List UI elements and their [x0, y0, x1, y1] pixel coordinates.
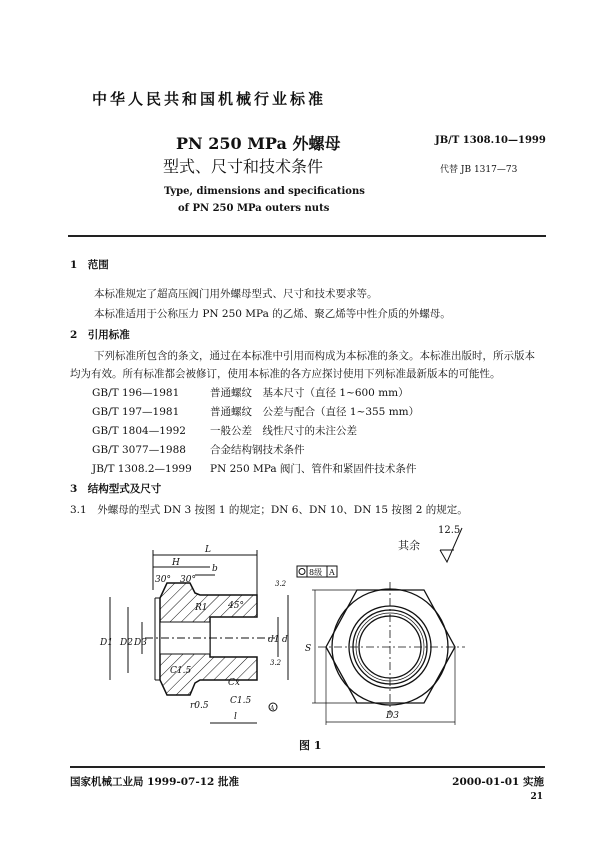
figure-1-drawing: [0, 520, 600, 740]
reference-item: GB/T 3077—1988 合金结构钢技术条件: [92, 444, 305, 456]
section-1-para-1: 本标准规定了超高压阀门用外螺母型式、尺寸和技术要求等。: [94, 288, 378, 300]
svg-text:S: S: [305, 644, 312, 654]
reference-item: GB/T 1804—1992 一般公差 线性尺寸的未注公差: [92, 425, 357, 437]
svg-text:A: A: [270, 705, 275, 712]
nut-end-view: [305, 582, 465, 725]
title-cn-line1: PN 250 MPa 外螺母: [176, 134, 341, 153]
svg-text:A: A: [329, 568, 335, 577]
section-1-title: 1 范围: [70, 259, 109, 271]
svg-text:D2: D2: [120, 638, 133, 648]
svg-text:12.5: 12.5: [438, 525, 461, 536]
footer-divider: [70, 766, 545, 768]
roughness-symbol: [438, 525, 462, 562]
svg-text:8级: 8级: [309, 568, 323, 577]
roughness-rest-label: 其余: [398, 539, 420, 552]
reference-item: GB/T 196—1981 普通螺纹 基本尺寸（直径 1~600 mm）: [92, 387, 409, 399]
svg-text:3.2: 3.2: [270, 659, 282, 667]
svg-text:b: b: [212, 564, 218, 574]
replaces-note: 代替 JB 1317—73: [440, 165, 518, 175]
page-number: 21: [530, 792, 543, 802]
svg-text:30°: 30°: [155, 575, 171, 585]
svg-text:D3: D3: [134, 638, 147, 648]
section-3-title: 3 结构型式及尺寸: [70, 483, 162, 495]
svg-text:Cx: Cx: [228, 678, 240, 688]
nut-section-view: [110, 550, 288, 723]
svg-text:R1: R1: [195, 603, 208, 613]
reference-item: GB/T 197—1981 普通螺纹 公差与配合（直径 1~355 mm）: [92, 406, 420, 418]
svg-text:D1: D1: [100, 638, 113, 648]
svg-text:l: l: [234, 712, 237, 722]
svg-text:45°: 45°: [228, 601, 244, 611]
svg-text:r0.5: r0.5: [190, 701, 209, 711]
title-en-line1: Type, dimensions and specifications: [164, 186, 365, 197]
svg-text:L: L: [205, 545, 211, 555]
svg-text:D3: D3: [386, 711, 399, 721]
effective-date: 2000-01-01 实施: [452, 776, 544, 788]
svg-text:d1: d1: [268, 635, 280, 645]
approval-note: 国家机械工业局 1999-07-12 批准: [70, 776, 239, 788]
reference-item: JB/T 1308.2—1999 PN 250 MPa 阀门、管件和紧固件技术条件: [92, 463, 417, 475]
section-2-para-2: 均为有效。所有标准都会被修订，使用本标准的各方应探讨使用下列标准最新版本的可能性。: [70, 368, 501, 380]
svg-text:C1.5: C1.5: [170, 666, 192, 676]
tolerance-frame: [297, 566, 337, 577]
svg-text:C1.5: C1.5: [230, 696, 252, 706]
standard-body: 中华人民共和国机械行业标准: [92, 90, 327, 108]
header-divider: [68, 235, 546, 237]
svg-text:d: d: [282, 635, 288, 645]
figure-caption: 图 1: [299, 739, 322, 752]
section-3-1: 3.1 外螺母的型式 DN 3 按图 1 的规定；DN 6、DN 10、DN 15 按图 2 的规定。: [70, 504, 468, 516]
standard-code: JB/T 1308.10—1999: [435, 135, 546, 146]
svg-text:H: H: [172, 558, 180, 568]
svg-text:3.2: 3.2: [275, 580, 287, 588]
title-cn-line2: 型式、尺寸和技术条件: [163, 157, 324, 176]
section-2-para-1: 下列标准所包含的条文，通过在本标准中引用而构成为本标准的条文。本标准出版时，所示版本: [94, 350, 535, 362]
section-2-title: 2 引用标准: [70, 329, 130, 341]
title-en-line2: of PN 250 MPa outers nuts: [178, 203, 330, 214]
svg-text:30°: 30°: [180, 575, 196, 585]
section-1-para-2: 本标准适用于公称压力 PN 250 MPa 的乙烯、聚乙烯等中性介质的外螺母。: [94, 308, 451, 320]
